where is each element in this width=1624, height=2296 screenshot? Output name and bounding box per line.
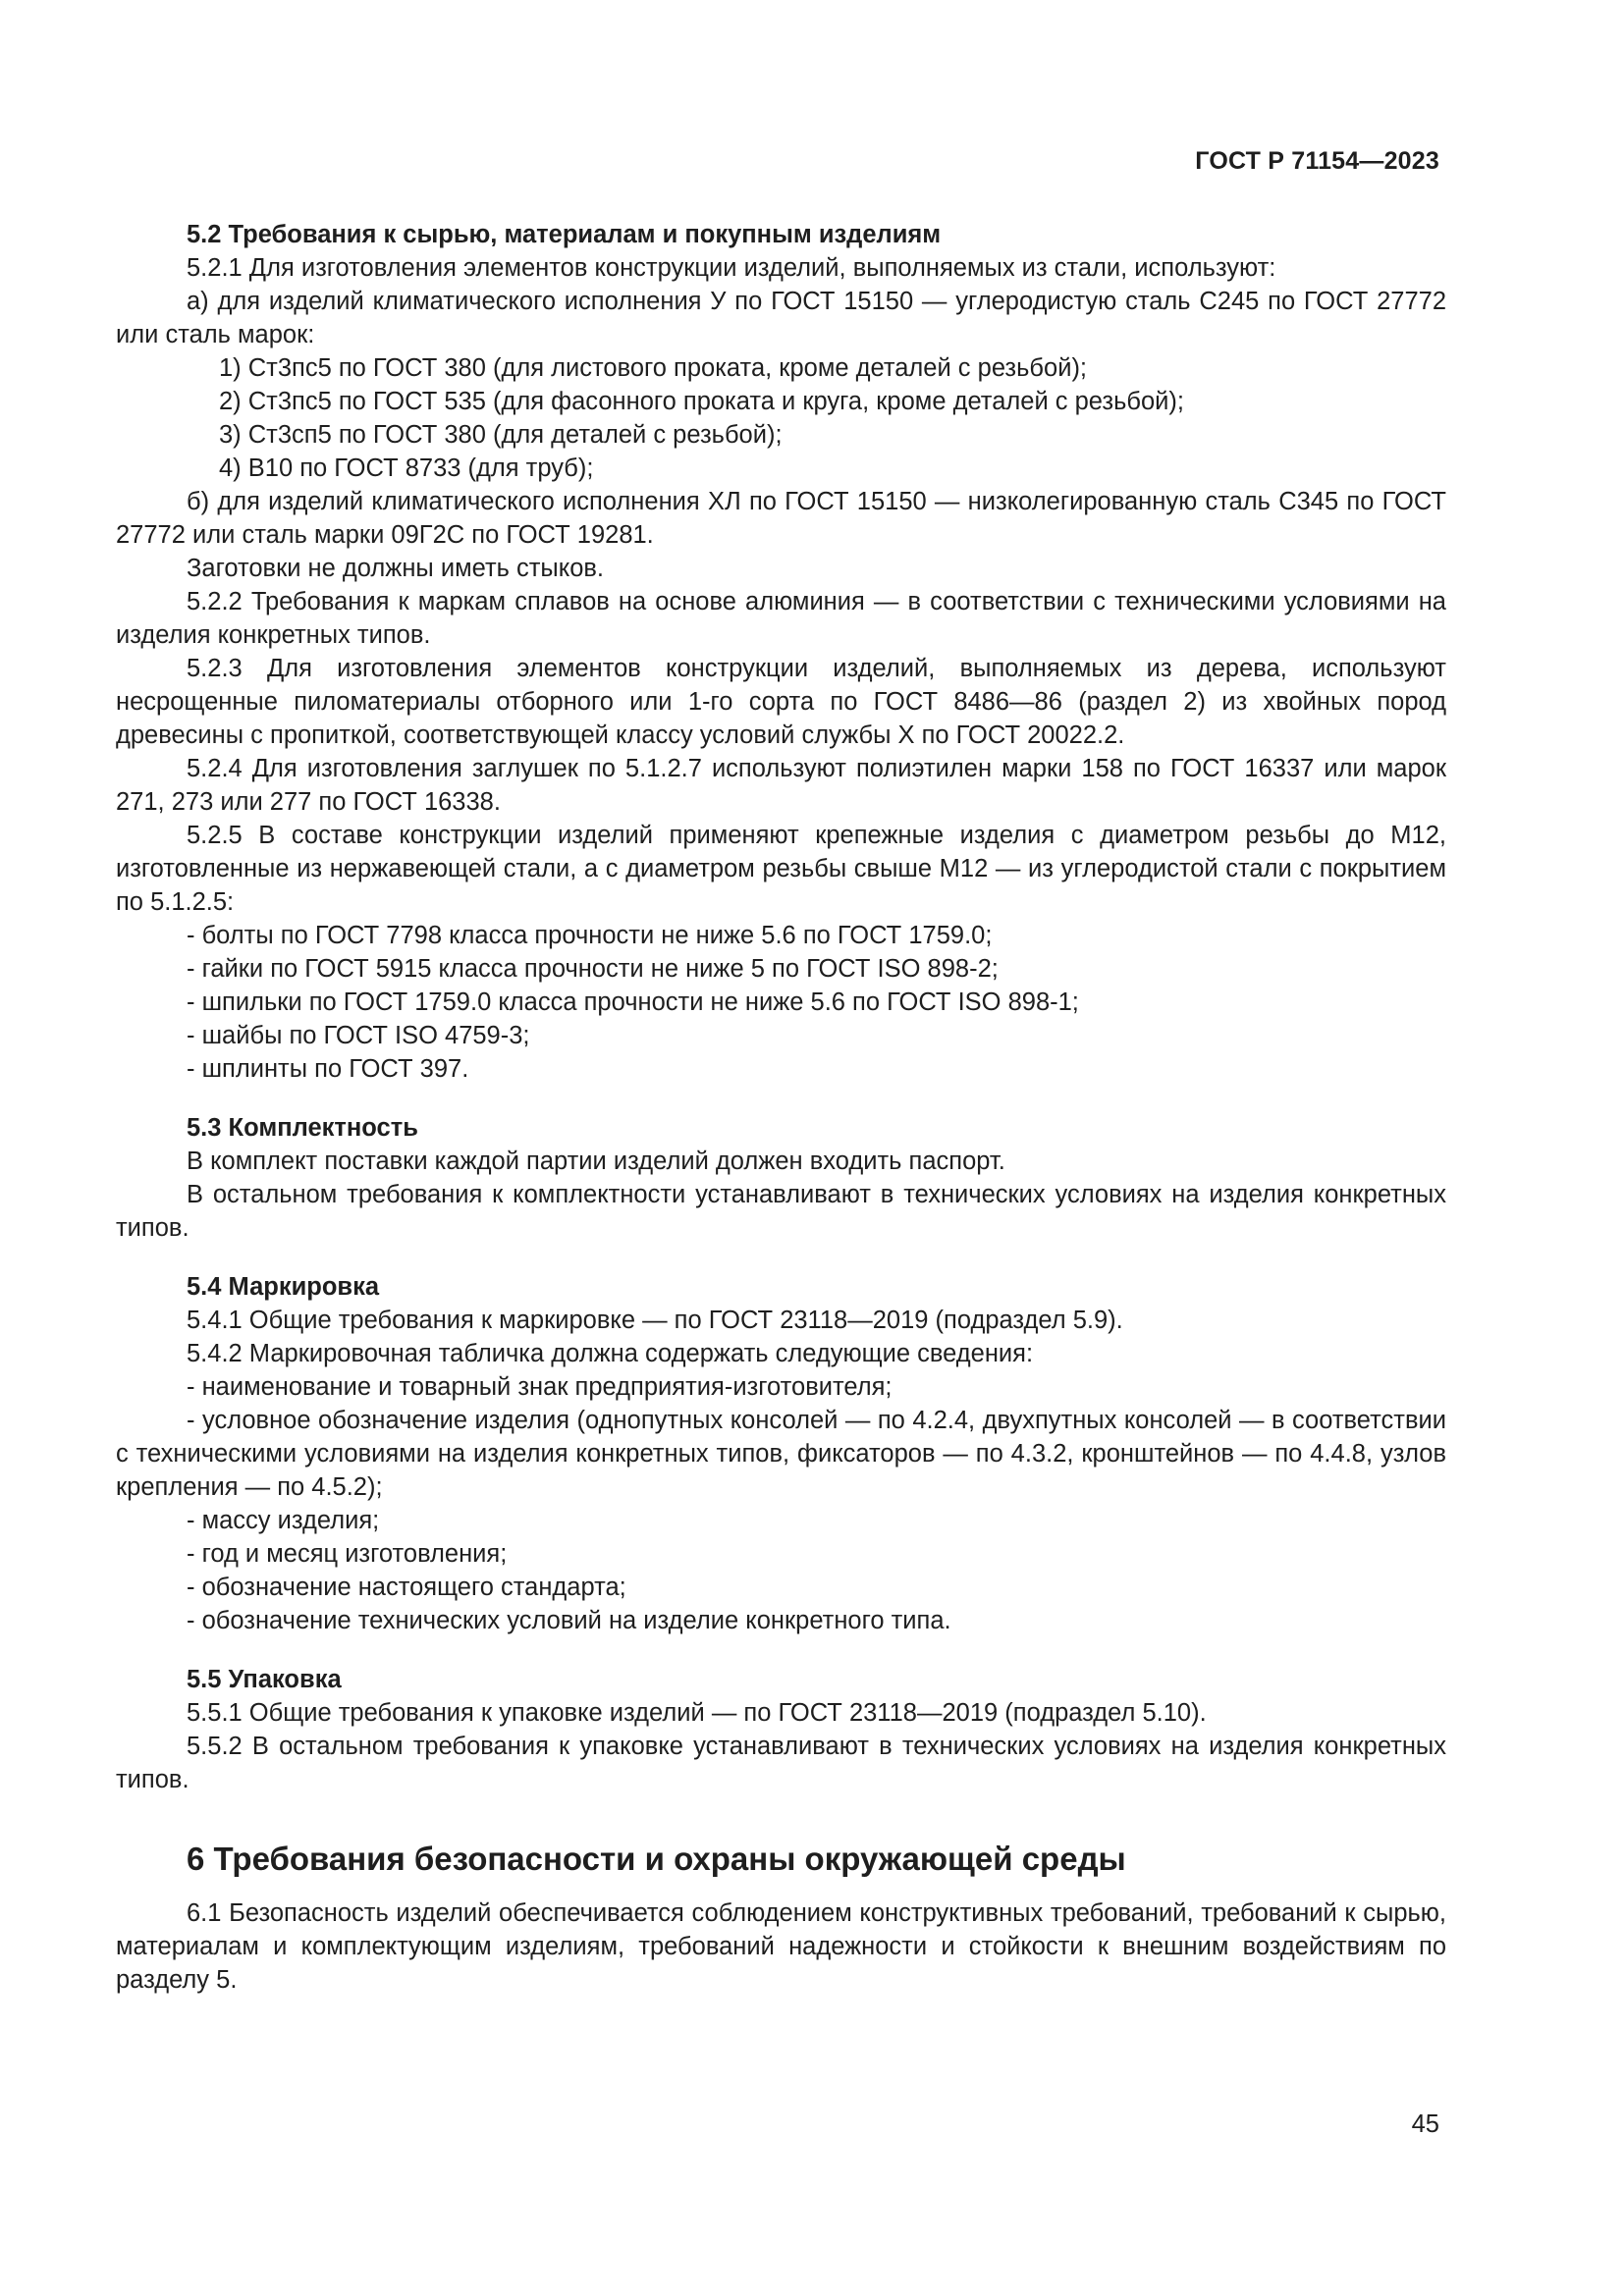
marking-item: - условное обозначение изделия (однопутных консолей — по 4.2.4, двухпутных консолей — в соответствии с техническими условиями на изделия конкретных типов, фиксаторов — по 4.3.2, кронштейнов — по 4.4.8, узлов крепления — по 4.5.2);	[116, 1407, 1446, 1501]
paragraph-5-5-1: 5.5.1 Общие требования к упаковке изделий — по ГОСТ 23118—2019 (подраздел 5.10).	[187, 1699, 1207, 1727]
paragraph-5-2-2: 5.2.2 Требования к маркам сплавов на основе алюминия — в соответствии с техническими условиями на изделия конкретных типов.	[116, 588, 1446, 649]
marking-item: - массу изделия;	[187, 1507, 380, 1534]
section-6-title: 6 Требования безопасности и охраны окружающей среды	[187, 1841, 1126, 1877]
page-number: 45	[1411, 2110, 1439, 2138]
paragraph-5-5-2: 5.5.2 В остальном требования к упаковке устанавливают в технических условиях на изделия конкретных типов.	[116, 1733, 1446, 1793]
steel-grade-item: 1) Ст3пс5 по ГОСТ 380 (для листового проката, кроме деталей с резьбой);	[219, 354, 1088, 382]
steel-grade-item: 2) Ст3пс5 по ГОСТ 535 (для фасонного проката и круга, кроме деталей с резьбой);	[219, 388, 1184, 415]
paragraph-5-4-1: 5.4.1 Общие требования к маркировке — по ГОСТ 23118—2019 (подраздел 5.9).	[187, 1307, 1123, 1334]
paragraph-5-2-4: 5.2.4 Для изготовления заглушек по 5.1.2.7 используют полиэтилен марки 158 по ГОСТ 16337 или марок 271, 273 или 277 по ГОСТ 16338.	[116, 755, 1446, 816]
section-5-5-title: 5.5 Упаковка	[187, 1666, 342, 1693]
paragraph-5-2-1: 5.2.1 Для изготовления элементов конструкции изделий, выполняемых из стали, используют:	[187, 254, 1276, 282]
fastener-item: - шплинты по ГОСТ 397.	[187, 1055, 469, 1083]
document-code-header: ГОСТ Р 71154—2023	[1195, 147, 1439, 175]
marking-item: - обозначение настоящего стандарта;	[187, 1574, 626, 1601]
marking-item: - год и месяц изготовления;	[187, 1540, 508, 1568]
paragraph-5-4-2: 5.4.2 Маркировочная табличка должна содержать следующие сведения:	[187, 1340, 1034, 1367]
paragraph-5-3-1: В комплект поставки каждой партии изделий должен входить паспорт.	[187, 1148, 1005, 1175]
fastener-item: - болты по ГОСТ 7798 класса прочности не ниже 5.6 по ГОСТ 1759.0;	[187, 922, 993, 949]
blanks-note: Заготовки не должны иметь стыков.	[187, 555, 605, 582]
marking-item: - обозначение технических условий на изделие конкретного типа.	[187, 1607, 951, 1634]
paragraph-6-1: 6.1 Безопасность изделий обеспечивается соблюдением конструктивных требований, требований к сырью, материалам и комплектующим изделиям, требований надежности и стойкости к внешним воздействиям по разделу 5.	[116, 1899, 1446, 1994]
item-b: б) для изделий климатического исполнения ХЛ по ГОСТ 15150 — низколегированную сталь С345 по ГОСТ 27772 или сталь марки 09Г2С по ГОСТ 19281.	[116, 488, 1446, 549]
section-5-4-title: 5.4 Маркировка	[187, 1273, 380, 1301]
fastener-item: - гайки по ГОСТ 5915 класса прочности не ниже 5 по ГОСТ ISO 898-2;	[187, 955, 999, 983]
paragraph-5-2-3: 5.2.3 Для изготовления элементов конструкции изделий, выполняемых из дерева, используют несрощенные пиломатериалы отборного или 1-го сорта по ГОСТ 8486—86 (раздел 2) из хвойных пород древесины с пропиткой, соответствующей классу условий службы X по ГОСТ 20022.2.	[116, 655, 1446, 749]
paragraph-5-2-5: 5.2.5 В составе конструкции изделий применяют крепежные изделия с диаметром резьбы до М12, изготовленные из нержавеющей стали, а с диаметром резьбы свыше М12 — из углеродистой стали с покрытием по 5.1.2.5:	[116, 822, 1446, 916]
section-5-2-title: 5.2 Требования к сырью, материалам и покупным изделиям	[187, 221, 942, 248]
paragraph-5-3-2: В остальном требования к комплектности устанавливают в технических условиях на изделия конкретных типов.	[116, 1181, 1446, 1242]
item-a: а) для изделий климатического исполнения У по ГОСТ 15150 — углеродистую сталь С245 по ГОСТ 27772 или сталь марок:	[116, 288, 1446, 348]
steel-grade-item: 3) Ст3сп5 по ГОСТ 380 (для деталей с резьбой);	[219, 421, 783, 449]
section-5-3-title: 5.3 Комплектность	[187, 1114, 418, 1142]
page-content	[116, 218, 1446, 1997]
steel-grade-item: 4) В10 по ГОСТ 8733 (для труб);	[219, 454, 594, 482]
fastener-item: - шпильки по ГОСТ 1759.0 класса прочности не ниже 5.6 по ГОСТ ISO 898-1;	[187, 988, 1079, 1016]
fastener-item: - шайбы по ГОСТ ISO 4759-3;	[187, 1022, 530, 1049]
marking-item: - наименование и товарный знак предприятия-изготовителя;	[187, 1373, 893, 1401]
